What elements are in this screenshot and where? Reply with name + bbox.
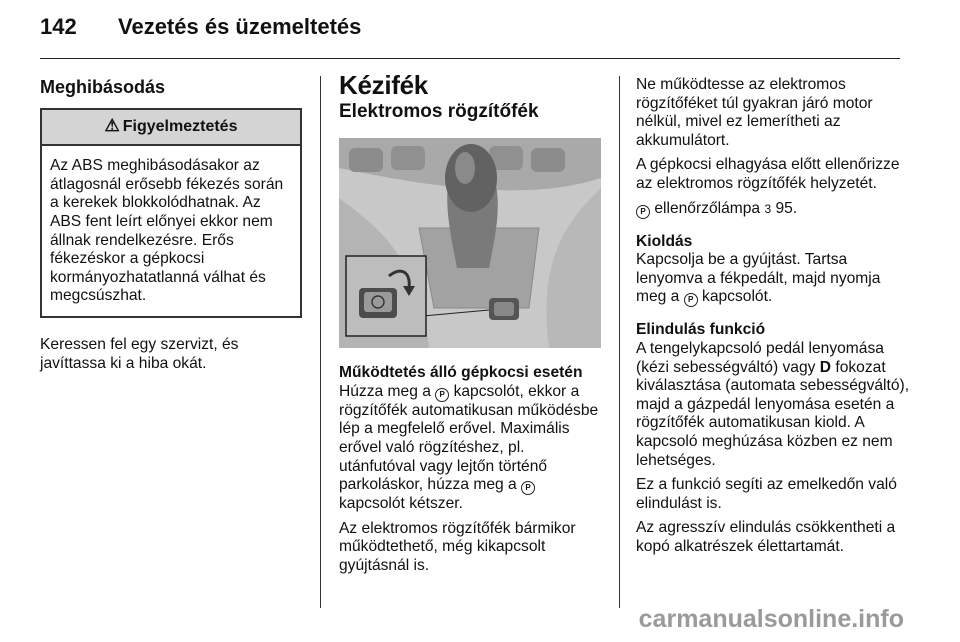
service-paragraph: Keressen fel egy szervizt, és javíttassa ki a hiba okát. [40,335,239,372]
battery-paragraph: Ne működtesse az elektromos rögzítőféket túl gyakran járó motor nélkül, mivel ez lemerítheti az akkumulátort. [636,76,873,149]
parking-brake-icon: P [435,388,449,402]
warning-box [40,108,302,318]
operation-text-c: kapcsolót kétszer. [339,495,463,513]
column-2 [339,70,605,582]
leave-vehicle-paragraph: A gépkocsi elhagyása előtt ellenőrizze az elektromos rögzítőfék helyzetét. [636,156,900,192]
warning-lamp-paragraph [636,200,910,219]
column-3 [636,76,910,562]
page-reference-icon: 3 [764,201,772,216]
warning-lamp-text: ellenőrzőlámpa [654,199,761,217]
header-rule [40,58,900,59]
page-header [40,14,361,40]
operation-heading: Működtetés álló gépkocsi esetén [339,364,583,382]
watermark: carmanualsonline.info [638,605,904,633]
warning-title: Figyelmeztetés [122,117,238,135]
gear-d-label: D [819,358,832,376]
column-1 [40,76,304,379]
operation-paragraph [339,383,605,514]
parking-brake-icon: P [684,293,698,307]
parking-brake-photo [339,138,601,348]
page-title: Vezetés és üzemeltetés [118,14,362,39]
drive-away-paragraph [636,340,910,470]
warning-triangle-icon: ⚠ [104,115,120,135]
warning-text: Az ABS meghibásodásakor az átlagosnál erősebb fékezés során a kerekek blokkolódhatnak. Az ABS fent leírt előnyei ekkor nem állnak rendelkezésre. Erős fékezéskor a gépkocsi kormányozhatatlanná válhat és megcsúszhat. [50,157,284,305]
wear-paragraph: Az agresszív elindulás csökkentheti a kopó alkatrészek élettartamát. [636,519,896,555]
operation-paragraph-2: Az elektromos rögzítőfék bármikor működtethető, még kikapcsolt gyújtásnál is. [339,519,576,574]
drive-away-text-b: fokozat kiválasztása (automata sebességváltó), majd a gázpedál lenyomása esetén a rögzítőfék automatikusan kiold. A kapcsoló meghúzása közben ez nem lehetséges. [636,358,910,469]
operation-text-b: kapcsolót, ekkor a rögzítőfék automatikusan működésbe lép a megfelelő erővel. Maximális erővel való rögzítéshez, pl. utánfutóval vagy lejtőn történő parkoláskor, húzza meg a [339,382,599,494]
page-reference[interactable]: 95. [775,199,798,217]
section-heading-malfunction: Meghibásodás [40,77,166,97]
release-text-b: kapcsolót. [702,288,773,306]
operation-text-a: Húzza meg a [339,382,431,400]
release-text-a: Kapcsolja be a gyújtást. Tartsa lenyomva a fékpedált, majd nyomja meg a [636,251,881,306]
subsection-title-electric-brake: Elektromos rögzítőfék [339,100,539,122]
release-paragraph [636,251,910,307]
parking-brake-icon: P [636,205,650,219]
release-heading: Kioldás [636,232,693,250]
drive-away-text-a: A tengelykapcsoló pedál lenyomása (kézi sebességváltó) vagy [636,339,884,376]
hill-start-paragraph: Ez a funkció segíti az emelkedőn való elindulást is. [636,476,897,512]
warning-title-bar [42,110,300,147]
section-title-parking-brake: Kézifék [339,70,428,100]
parking-brake-icon: P [521,481,535,495]
drive-away-heading: Elindulás funkció [636,321,766,339]
page-number: 142 [40,14,77,39]
column-divider-1 [320,76,321,608]
column-divider-2 [619,76,620,608]
